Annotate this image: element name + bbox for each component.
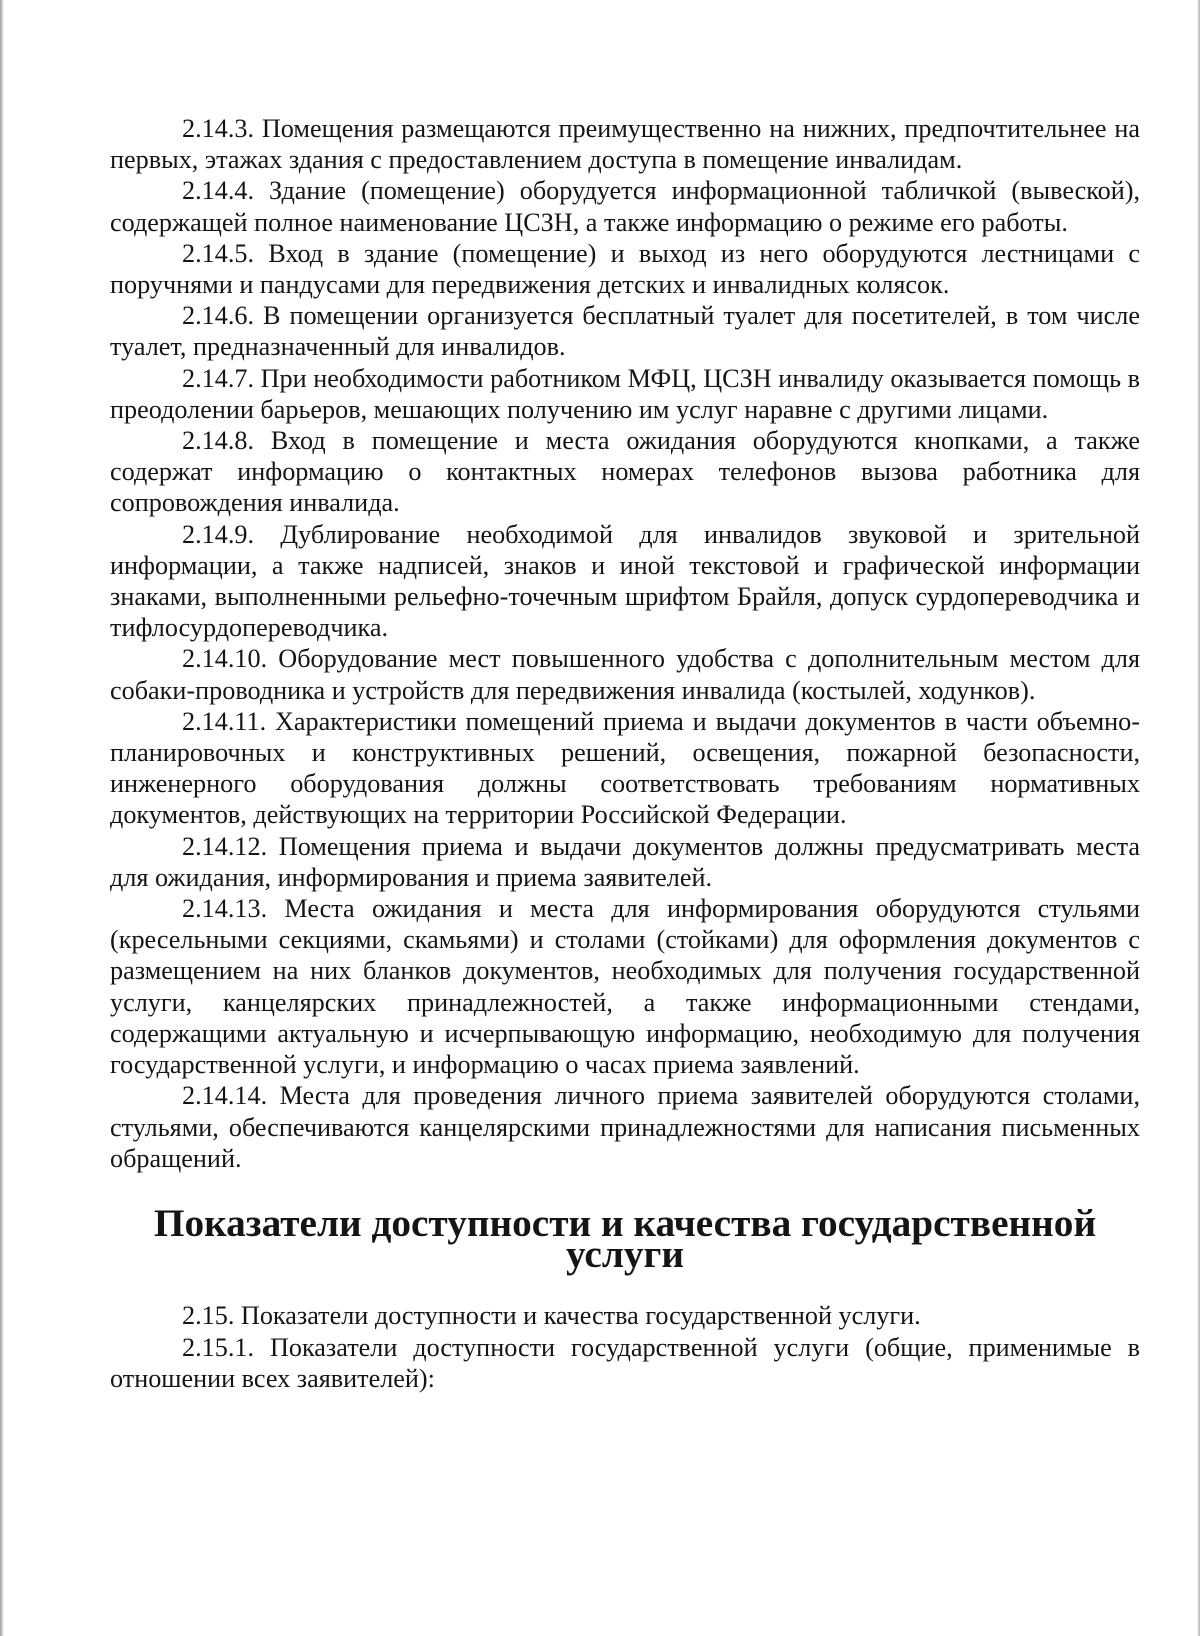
paragraph-2-15-1: 2.15.1. Показатели доступности государственной услуги (общие, применимые в отношении всех заявителей): [110,1332,1140,1393]
paragraph-2-14-9: 2.14.9. Дублирование необходимой для инвалидов звуковой и зрительной информации, а также надписей, знаков и иной текстовой и графической информации знаками, выполненными рельефно-точечным шрифтом Брайля, допуск сурдопереводчика и тифлосурдопереводчика. [110,519,1140,643]
paragraph-2-14-5: 2.14.5. Вход в здание (помещение) и выход из него оборудуются лестницами с поручнями и пандусами для передвижения детских и инвалидных колясок. [110,238,1140,300]
paragraph-2-14-6: 2.14.6. В помещении организуется бесплатный туалет для посетителей, в том числе туалет, предназначенный для инвалидов. [110,301,1140,362]
paragraph-2-14-10: 2.14.10. Оборудование мест повышенного удобства с дополнительным местом для собаки-проводника и устройств для передвижения инвалида (костылей, ходунков). [110,644,1140,705]
paragraph-2-15: 2.15. Показатели доступности и качества государственной услуги. [182,1301,921,1331]
paragraph-2-14-4: 2.14.4. Здание (помещение) оборудуется информационной табличкой (вывеской), содержащей полное наименование ЦСЗН, а также информацию о режиме его работы. [110,176,1140,237]
paragraph-2-14-8: 2.14.8. Вход в помещение и места ожидания оборудуются кнопками, а также содержат информацию о контактных номерах телефонов вызова работника для сопровождения инвалида. [110,426,1140,518]
paragraph-2-14-3: 2.14.3. Помещения размещаются преимущественно на нижних, предпочтительнее на первых, этажах здания с предоставлением доступа в помещение инвалидам. [110,114,1140,175]
scan-edge-left [0,0,4,1636]
document-body [110,113,1140,1394]
paragraph-2-14-7: 2.14.7. При необходимости работником МФЦ, ЦСЗН инвалиду оказывается помощь в преодолении барьеров, мешающих получению им услуг наравне с другими лицами. [110,363,1140,424]
paragraph-2-14-11: 2.14.11. Характеристики помещений приема и выдачи документов в части объемно-планировочных и конструктивных решений, освещения, пожарной безопасности, инженерного оборудования должны соответствовать требованиям нормативных документов, действующих на территории Российской Федерации. [110,706,1140,830]
paragraph-2-14-13: 2.14.13. Места ожидания и места для информирования оборудуются стульями (кресельными секциями, скамьями) и столами (стойками) для оформления документов с размещением на них бланков документов, необходимых для получения государственной услуги, канцелярских принадлежностей, а также информационными стендами, содержащими актуальную и исчерпывающую информацию, необходимую для получения государственной услуги, и информацию о часах приема заявлений. [110,894,1140,1080]
paragraph-2-14-14: 2.14.14. Места для проведения личного приема заявителей оборудуются столами, стульями, обеспечиваются канцелярскими принадлежностями для написания письменных обращений. [110,1081,1140,1173]
paragraph-2-14-12: 2.14.12. Помещения приема и выдачи документов должны предусматривать места для ожидания, информирования и приема заявителей. [110,831,1140,892]
section-heading: Показатели доступности и качества государственной услуги [153,1200,1097,1277]
